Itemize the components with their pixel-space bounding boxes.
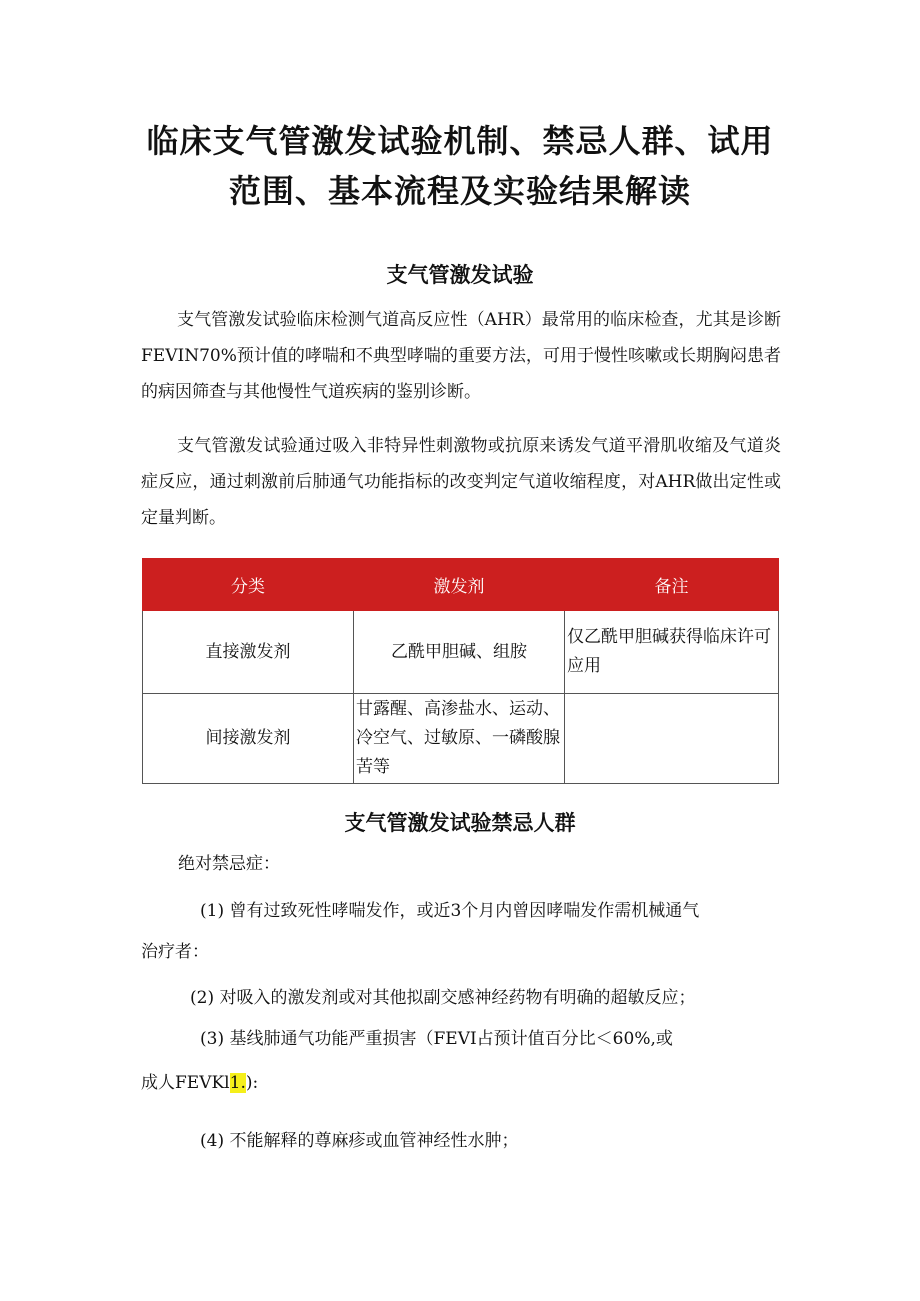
contraindication-item-3: (3) 基线肺通气功能严重损害（FEVI占预计值百分比＜60%,或 — [200, 1029, 673, 1049]
table-header-agent: 激发剂 — [354, 559, 565, 611]
fev1-suffix: ): — [245, 1073, 259, 1093]
section-heading-contraindications: 支气管激发试验禁忌人群 — [344, 811, 576, 835]
table-row — [143, 694, 779, 784]
paragraph-mechanism: 支气管激发试验通过吸入非特异性刺激物或抗原来诱发气道平滑肌收缩及气道炎症反应，通过刺激前后肺通气功能指标的改变判定气道收缩程度，对AHR做出定性或定量判断。 — [141, 436, 781, 528]
title-line-2: 范围、基本流程及实验结果解读 — [228, 172, 691, 210]
table-cell-category: 直接激发剂 — [143, 611, 354, 694]
table-cell-category: 间接激发剂 — [143, 694, 354, 784]
table-cell-agents: 甘露醒、高渗盐水、运动、冷空气、过敏原、一磷酸腺苦等 — [354, 694, 565, 784]
table-cell-note: 仅乙酰甲胆碱获得临床许可应用 — [565, 611, 779, 694]
section-heading-bronchial-provocation: 支气管激发试验 — [386, 263, 534, 287]
contraindication-item-1: (1) 曾有过致死性哮喘发作，或近3个月内曾因哮喘发作需机械通气 — [200, 901, 700, 921]
table-header-note: 备注 — [565, 559, 779, 611]
provocation-agent-table — [142, 558, 779, 784]
title-line-1: 临床支气管激发试验机制、禁忌人群、试用 — [146, 122, 774, 160]
document-title — [0, 116, 920, 216]
contraindication-item-1-cont: 治疗者： — [141, 942, 209, 962]
highlighted-value: 1. — [229, 1073, 246, 1093]
contraindication-item-4: (4) 不能解释的尊麻疹或血管神经性水肿； — [200, 1131, 519, 1151]
contraindication-item-2: (2) 对吸入的激发剂或对其他拟副交感神经药物有明确的超敏反应； — [190, 988, 696, 1008]
fev1-prefix: 成人FEVKl — [141, 1073, 230, 1093]
table-cell-note — [565, 694, 779, 784]
table-header-row — [143, 559, 779, 611]
table-row — [143, 611, 779, 694]
contraindication-item-3-cont — [141, 1068, 258, 1098]
paragraph-intro: 支气管激发试验临床检测气道高反应性（AHR）最常用的临床检查，尤其是诊断FEVIN70%预计值的哮喘和不典型哮喘的重要方法，可用于慢性咳嗽或长期胸闷患者的病因筛查与其他慢性气道疾病的鉴别诊断。 — [141, 310, 781, 402]
absolute-contraindications-label: 绝对禁忌症： — [178, 854, 280, 874]
table-cell-agents: 乙酰甲胆碱、组胺 — [354, 611, 565, 694]
table-header-category: 分类 — [143, 559, 354, 611]
